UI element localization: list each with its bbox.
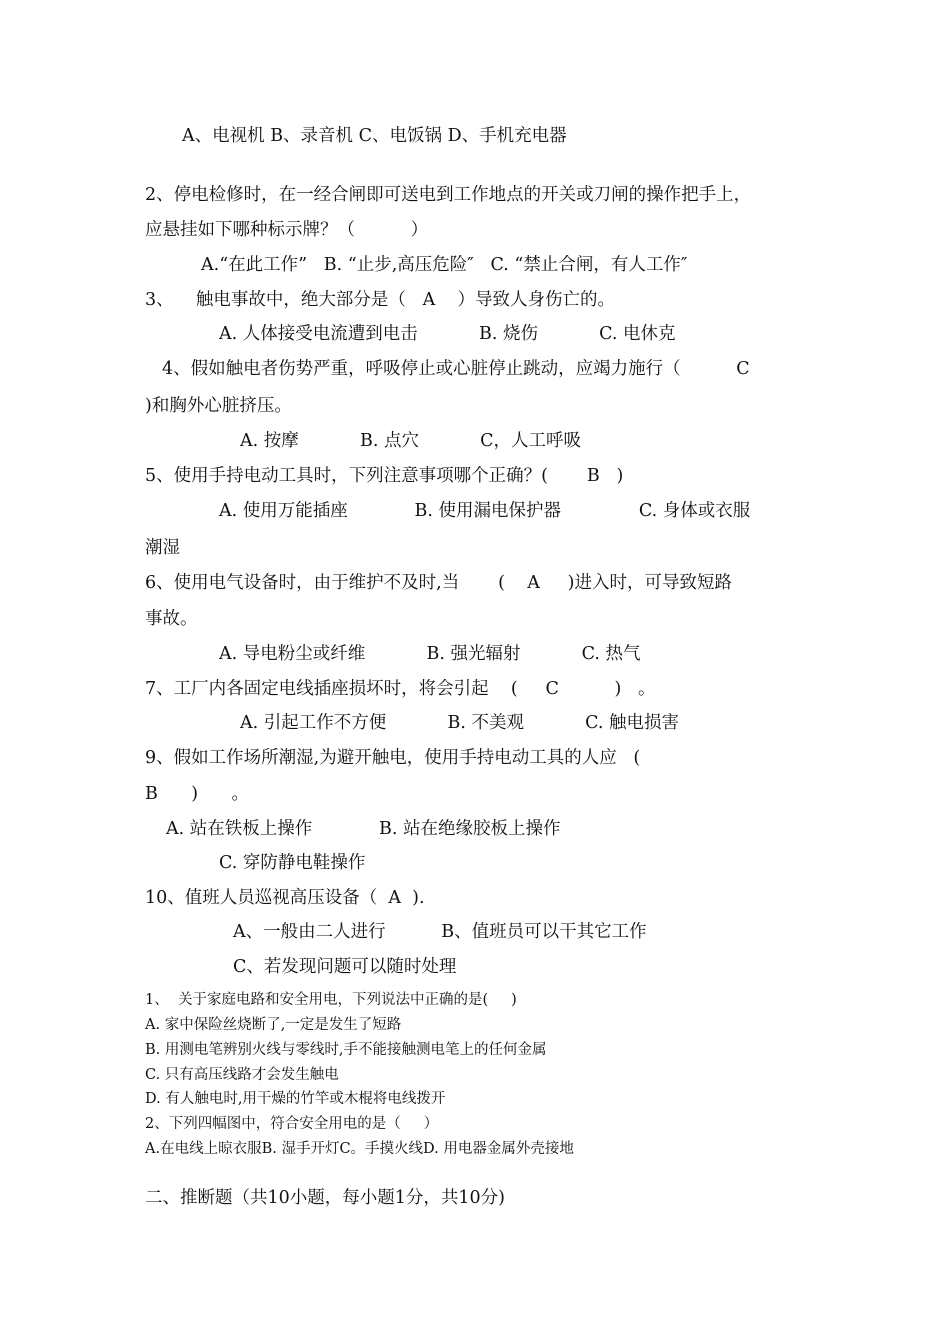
question-5-options: A. 使用万能插座 B. 使用漏电保护器 C. 身体或衣服 xyxy=(219,501,751,521)
question-9-line-1: 9、假如工作场所潮湿,为避开触电，使用手持电动工具的人应 ( xyxy=(145,748,641,768)
question-4-options: A. 按摩 B. 点穴 C，人工呼吸 xyxy=(240,431,582,451)
question-4-line-1: 4、假如触电者伤势严重，呼吸停止或心脏停止跳动，应竭力施行（ C xyxy=(162,359,750,379)
question-2-line-1: 2、停电检修时，在一经合闸即可送电到工作地点的开关或刀闸的操作把手上， xyxy=(145,185,752,205)
question-2-line-2: 应悬挂如下哪种标示牌？（ ） xyxy=(145,220,429,240)
extra-question-1-option-a: A. 家中保险丝烧断了,一定是发生了短路 xyxy=(145,1017,402,1033)
question-3-line: 3、 触电事故中，绝大部分是（ A ）导致人身伤亡的。 xyxy=(145,290,615,310)
question-7-line: 7、工厂内各固定电线插座损坏时，将会引起 ( C ) 。 xyxy=(145,679,656,699)
question-10-line: 10、值班人员巡视高压设备（ A ). xyxy=(145,888,425,908)
question-2-options: A.“在此工作” B. “止步,高压危险″ C. “禁止合闸，有人工作″ xyxy=(201,255,688,275)
question-9-options-1: A. 站在铁板上操作 B. 站在绝缘胶板上操作 xyxy=(166,819,561,839)
question-5-line: 5、使用手持电动工具时，下列注意事项哪个正确？( B ) xyxy=(145,466,624,486)
question-9-line-2: B ) 。 xyxy=(145,784,249,804)
extra-question-2: 2、下列四幅图中，符合安全用电的是（ ） xyxy=(145,1116,439,1132)
question-7-options: A. 引起工作不方便 B. 不美观 C. 触电损害 xyxy=(240,713,680,733)
extra-question-1-option-d: D. 有人触电时,用干燥的竹竿或木棍将电线拨开 xyxy=(145,1091,446,1107)
question-10-options-2: C、若发现问题可以随时处理 xyxy=(233,957,457,977)
question-6-options: A. 导电粉尘或纤维 B. 强光辐射 C. 热气 xyxy=(219,644,641,664)
answer-options-line: A、电视机 B、录音机 C、电饭锅 D、手机充电器 xyxy=(182,126,567,146)
question-6-line-1: 6、使用电气设备时，由于维护不及时,当 ( A )进入时，可导致短路 xyxy=(145,573,732,593)
question-5-options-cont: 潮湿 xyxy=(145,538,180,558)
extra-question-2-options: A.在电线上晾衣服B. 湿手开灯C。手摸火线D. 用电器金属外壳接地 xyxy=(145,1141,574,1157)
question-6-line-2: 事故。 xyxy=(145,609,198,629)
extra-question-1-option-c: C. 只有高压线路才会发生触电 xyxy=(145,1067,339,1083)
question-4-line-2: )和胸外心脏挤压。 xyxy=(145,396,292,416)
extra-question-1-option-b: B. 用测电笔辨别火线与零线时,手不能接触测电笔上的任何金属 xyxy=(145,1042,547,1058)
section-heading: 二、推断题（共10小题，每小题1分，共10分) xyxy=(145,1188,505,1208)
question-10-options-1: A、一般由二人进行 B、值班员可以干其它工作 xyxy=(233,922,647,942)
extra-question-1: 1、 关于家庭电路和安全用电，下列说法中正确的是( ) xyxy=(145,992,517,1008)
question-9-options-2: C. 穿防静电鞋操作 xyxy=(219,853,366,873)
question-3-options: A. 人体接受电流遭到电击 B. 烧伤 C. 电休克 xyxy=(219,324,676,344)
